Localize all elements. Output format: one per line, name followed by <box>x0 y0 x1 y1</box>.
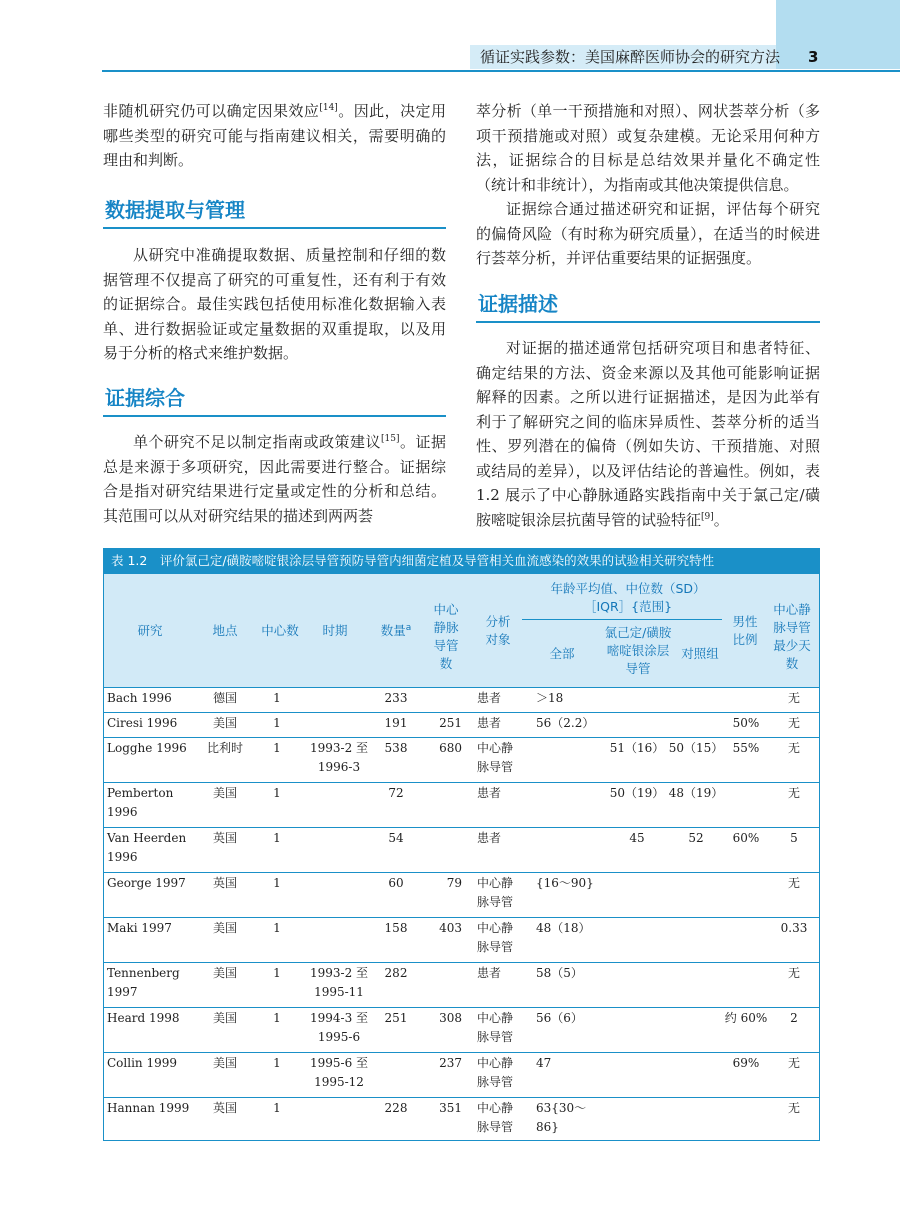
section1-body <box>103 243 446 366</box>
th-age-all: 全部 <box>549 646 575 661</box>
cell-cvc: 680 <box>439 741 462 755</box>
cell-centers: 1 <box>273 876 281 890</box>
cell-treat: 51（16） <box>609 741 665 755</box>
cell-study: Tennenberg 1997 <box>107 966 180 999</box>
row-divider <box>104 827 819 828</box>
cell-count: 282 <box>384 966 408 980</box>
cell-all: 47 <box>536 1056 552 1070</box>
cell-analysis: 患者 <box>477 716 502 730</box>
row-divider <box>104 962 819 963</box>
cell-days: 无 <box>787 691 800 705</box>
cell-centers: 1 <box>273 1056 281 1070</box>
cell-centers: 1 <box>273 786 281 800</box>
page-number: 3 <box>808 48 819 66</box>
cell-study: Bach 1996 <box>107 691 172 705</box>
cell-study: Collin 1999 <box>107 1056 178 1070</box>
cell-male: 约 60% <box>724 1011 768 1025</box>
row-divider <box>104 917 819 918</box>
cell-all: 63{30～86} <box>536 1101 587 1134</box>
cell-study: Van Heerden 1996 <box>107 831 187 864</box>
cell-male: 60% <box>732 831 760 845</box>
section-rule <box>103 415 446 417</box>
th-study: 研究 <box>137 623 163 638</box>
cell-days: 2 <box>790 1011 798 1025</box>
row-divider <box>104 872 819 873</box>
row-divider <box>104 1097 819 1098</box>
cell-male: 69% <box>732 1056 760 1070</box>
cell-centers: 1 <box>273 831 281 845</box>
cell-all: 48（18） <box>536 921 591 935</box>
cell-count: 251 <box>384 1011 408 1025</box>
cell-centers: 1 <box>273 1011 281 1025</box>
cell-count: 228 <box>384 1101 408 1115</box>
cell-analysis: 患者 <box>477 786 502 800</box>
cell-location: 美国 <box>212 1011 237 1025</box>
section2-text: 单个研究不足以制定指南或政策建议 <box>133 433 381 451</box>
row-divider <box>104 712 819 713</box>
section2-text-tail: 。证据总是来源于多项研究，因此需要进行整合。证据综合是指对研究结果进行定量或定性的分析和总结。其范围可以从对研究结果的描述到两两荟 <box>103 433 446 525</box>
cell-period: 1993-2 至 1995-11 <box>309 966 369 999</box>
cell-cvc: 403 <box>439 921 462 935</box>
cell-location: 德国 <box>212 691 237 705</box>
cell-study: Maki 1997 <box>107 921 172 935</box>
th-age-rule <box>522 619 722 620</box>
section3-text: 对证据的描述通常包括研究项目和患者特征、确定结果的方法、资金来源以及其他可能影响证据解释的因素。之所以进行证据描述，是因为此举有利于了解研究之间的临床异质性、荟萃分析的适当性、罗列潜在的偏倚（例如失访、干预措施、对照或结局的差异），以及评估结论的普遍性。例如，表 1.2 展示了中心静脉通路实践指南中关于氯己定/磺胺嘧啶银涂层抗菌导管的试验特征 <box>476 339 820 529</box>
cell-analysis: 中心静脉导管 <box>477 741 514 774</box>
th-period: 时期 <box>322 623 348 638</box>
cell-study: Hannan 1999 <box>107 1101 190 1115</box>
cell-period: 1995-6 至 1995-12 <box>309 1056 369 1089</box>
cell-male: 50% <box>732 716 760 730</box>
section-title-data-extraction: 数据提取与管理 <box>105 198 245 222</box>
cell-count: 191 <box>384 716 408 730</box>
cell-cvc: 251 <box>439 716 462 730</box>
cell-period: 1994-3 至 1995-6 <box>309 1011 369 1044</box>
cell-location: 美国 <box>212 966 237 980</box>
cell-analysis: 中心静脉导管 <box>477 1056 514 1089</box>
cell-analysis: 中心静脉导管 <box>477 1101 514 1134</box>
cell-days: 无 <box>787 716 800 730</box>
cell-location: 英国 <box>212 1101 237 1115</box>
header-rule <box>102 70 900 72</box>
cell-days: 无 <box>787 966 800 980</box>
section1-paragraph: 从研究中准确提取数据、质量控制和仔细的数据管理不仅提高了研究的可重复性，还有利于有效的证据综合。最佳实践包括使用标准化数据输入表单、进行数据验证或定量数据的双重提取，以及用易于分析的格式来维护数据。 <box>103 246 446 362</box>
cell-study: George 1997 <box>107 876 186 890</box>
row-divider <box>104 782 819 783</box>
cell-analysis: 中心静脉导管 <box>477 1011 514 1044</box>
cell-all: 58（5） <box>536 966 583 980</box>
cell-treat: 45 <box>629 831 645 845</box>
cell-days: 无 <box>787 876 800 890</box>
th-count <box>366 622 426 640</box>
cell-location: 英国 <box>212 831 237 845</box>
row-divider <box>104 737 819 738</box>
running-title: 循证实践参数：美国麻醉医师协会的研究方法 <box>480 48 781 66</box>
cell-analysis: 患者 <box>477 691 502 705</box>
cell-location: 英国 <box>212 876 237 890</box>
cell-centers: 1 <box>273 691 281 705</box>
cell-analysis: 患者 <box>477 831 502 845</box>
cell-control: 48（19） <box>668 786 724 800</box>
cell-male: 55% <box>732 741 760 755</box>
cell-location: 美国 <box>212 1056 237 1070</box>
cell-study: Logghe 1996 <box>107 741 187 755</box>
section3-tail: 。 <box>713 510 729 529</box>
table-caption: 表 1.2 评价氯己定/磺胺嘧啶银涂层导管预防导管内细菌定植及导管相关血流感染的效果的试验相关研究特性 <box>103 548 820 574</box>
right-top <box>476 99 820 271</box>
th-male: 男性比例 <box>732 614 758 647</box>
section-rule <box>476 321 820 323</box>
cell-centers: 1 <box>273 1101 281 1115</box>
synthesis-continuation: 萃分析（单一干预措施和对照）、网状荟萃分析（多项干预措施或对照）或复杂建模。无论采用何种方法，证据综合的目标是总结效果并量化不确定性（统计和非统计），为指南或其他决策提供信息。 <box>476 102 820 194</box>
intro-text-tail: 。因此，决定用哪些类型的研究可能与指南建议相关，需要明确的理由和判断。 <box>103 102 446 169</box>
th-cvc: 中心静脉导管数 <box>433 602 459 671</box>
cell-study: Ciresi 1996 <box>107 716 178 730</box>
th-centers: 中心数 <box>261 623 299 638</box>
cell-all: 56（6） <box>536 1011 583 1025</box>
th-age-treat: 氯己定/磺胺嘧啶银涂层导管 <box>604 625 672 676</box>
intro-text: 非随机研究仍可以确定因果效应 <box>103 102 320 120</box>
cell-cvc: 79 <box>446 876 462 890</box>
cell-all: {16～90} <box>536 876 594 890</box>
citation: [9] <box>701 511 714 522</box>
section3-body <box>476 336 820 532</box>
cell-cvc: 237 <box>439 1056 462 1070</box>
cell-centers: 1 <box>273 921 281 935</box>
cell-days: 无 <box>787 1056 800 1070</box>
cell-treat: 50（19） <box>609 786 665 800</box>
th-count-label: 数量 <box>380 623 406 638</box>
cell-centers: 1 <box>273 716 281 730</box>
cell-control: 50（15） <box>668 741 724 755</box>
cell-centers: 1 <box>273 966 281 980</box>
cell-cvc: 308 <box>439 1011 462 1025</box>
row-divider <box>104 1052 819 1053</box>
th-age-group: 年龄平均值、中位数（SD）［IQR］{范围} <box>550 581 706 614</box>
cell-days: 无 <box>787 1101 800 1115</box>
th-min-days: 中心静脉导管最少天数 <box>773 602 811 671</box>
cell-location: 美国 <box>212 786 237 800</box>
section-title-evidence-synthesis: 证据综合 <box>105 386 185 410</box>
cell-study: Heard 1998 <box>107 1011 180 1025</box>
row-divider <box>104 687 819 688</box>
cell-count: 158 <box>384 921 408 935</box>
cell-count: 72 <box>388 786 404 800</box>
cell-count: 538 <box>384 741 408 755</box>
cell-count: 54 <box>388 831 404 845</box>
cell-all: 56（2.2） <box>536 716 595 730</box>
synthesis-paragraph2: 证据综合通过描述研究和证据，评估每个研究的偏倚风险（有时称为研究质量），在适当的时候进行荟萃分析，并评估重要结果的证据强度。 <box>476 200 820 267</box>
th-count-sup: a <box>405 622 412 633</box>
cell-days: 5 <box>790 831 798 845</box>
section2-body <box>103 430 446 528</box>
cell-location: 美国 <box>212 716 237 730</box>
cell-analysis: 中心静脉导管 <box>477 876 514 909</box>
cell-location: 美国 <box>212 921 237 935</box>
cell-all: ＞18 <box>536 691 564 705</box>
cell-days: 无 <box>787 741 800 755</box>
section-title-evidence-description: 证据描述 <box>478 292 558 316</box>
cell-period: 1993-2 至 1996-3 <box>309 741 369 774</box>
citation: [14] <box>319 103 338 113</box>
left-intro <box>103 99 446 173</box>
citation: [15] <box>381 434 400 444</box>
cell-analysis: 患者 <box>477 966 502 980</box>
th-age-control: 对照组 <box>681 646 719 661</box>
cell-count: 60 <box>388 876 404 890</box>
section-rule <box>103 227 446 229</box>
row-divider <box>104 1007 819 1008</box>
th-location: 地点 <box>212 623 238 638</box>
cell-count: 233 <box>384 691 408 705</box>
cell-cvc: 351 <box>439 1101 462 1115</box>
th-analysis: 分析对象 <box>485 614 511 647</box>
cell-study: Pemberton 1996 <box>107 786 174 819</box>
cell-days: 无 <box>787 786 800 800</box>
cell-location: 比利时 <box>206 741 243 755</box>
cell-analysis: 中心静脉导管 <box>477 921 514 954</box>
cell-control: 52 <box>688 831 704 845</box>
cell-centers: 1 <box>273 741 281 755</box>
cell-days: 0.33 <box>780 921 808 935</box>
